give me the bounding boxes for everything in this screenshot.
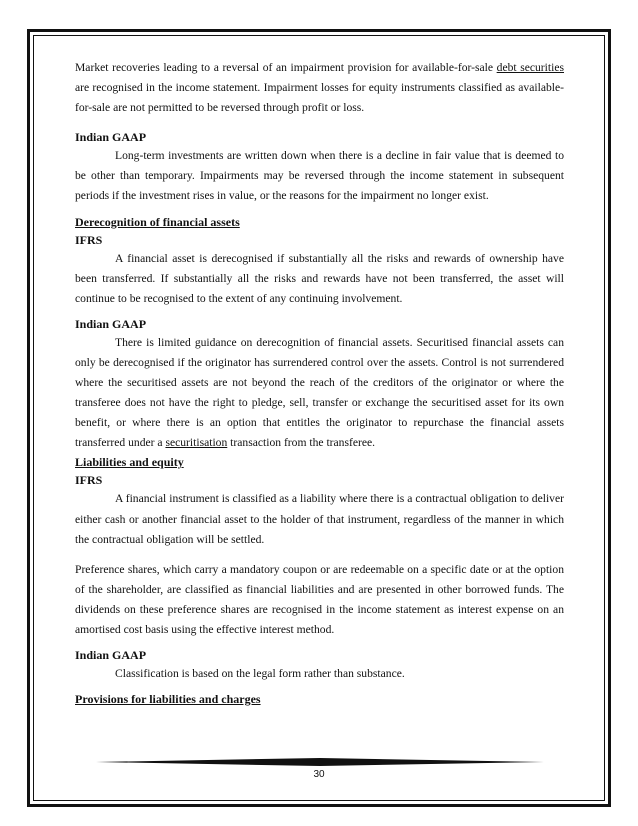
paragraph-ifrs-1: A financial asset is derecognised if substantially all the risks and rewards of ownership have been transferred. If substantially all the risks and rewards have not been transferred, the asset will continue to be recognised to the extent of any continuing involvement. (75, 251, 564, 305)
paragraph-ifrs-2: A financial instrument is classified as a liability where there is a contractual obligation to deliver either cash or another financial asset to the holder of that instrument, regardless of the manner in which the contractual obligation will be settled. (75, 492, 564, 546)
heading-ifrs-1: IFRS (75, 232, 103, 247)
heading-derecognition: Derecognition of financial assets (75, 214, 240, 229)
footer-divider (96, 757, 544, 767)
paragraph-indian-gaap-3: Classification is based on the legal form rather than substance. (115, 667, 405, 681)
page-number: 30 (313, 769, 325, 780)
paragraph-indian-gaap-1: Long-term investments are written down when there is a decline in fair value that is deemed to be other than temporary. Impairments may be reversed through the income statement in subsequent periods if the investment rises in value, or the reasons for the impairment no longer exist. (75, 149, 564, 203)
heading-liabilities-equity: Liabilities and equity (75, 455, 184, 470)
heading-provisions: Provisions for liabilities and charges (75, 692, 261, 707)
text-run: Market recoveries leading to a reversal of an impairment provision for available-for-sale (75, 61, 497, 74)
heading-indian-gaap-1: Indian GAAP (75, 130, 147, 145)
heading-indian-gaap-3: Indian GAAP (75, 648, 147, 663)
text-run: are recognised in the income statement. Impairment losses for equity instruments classified as available-for-sale are not permitted to be reversed through profit or loss. (75, 81, 564, 115)
heading-ifrs-2: IFRS (75, 473, 103, 488)
text-run: There is limited guidance on derecognition of financial assets. Securitised financial assets can only be derecognised if the originator has surrendered control over the assets. Control is not surrendered where the securitised assets are not beyond the reach of the creditors of the originator or where the transferee does not have the right to pledge, sell, transfer or exchange the securitised asset for its own benefit, or where there is an option that entitles the originator to repurchase the financial assets transferred under a (75, 335, 564, 450)
debt-securities-link[interactable]: debt securities (496, 61, 564, 74)
heading-indian-gaap-2: Indian GAAP (75, 316, 147, 331)
paragraph-market-recoveries (75, 58, 564, 118)
paragraph-indian-gaap-2 (75, 333, 564, 454)
document-body (75, 58, 564, 708)
securitisation-link[interactable]: securitisation (165, 436, 228, 450)
text-run: transaction from the transferee. (227, 436, 376, 450)
paragraph-preference-shares: Preference shares, which carry a mandatory coupon or are redeemable on a specific date or at the option of the shareholder, are classified as financial liabilities and are presented in other borrowed funds. The dividends on these preference shares are recognised in the income statement as interest expense on an amortised cost basis using the effective interest method. (75, 562, 564, 636)
